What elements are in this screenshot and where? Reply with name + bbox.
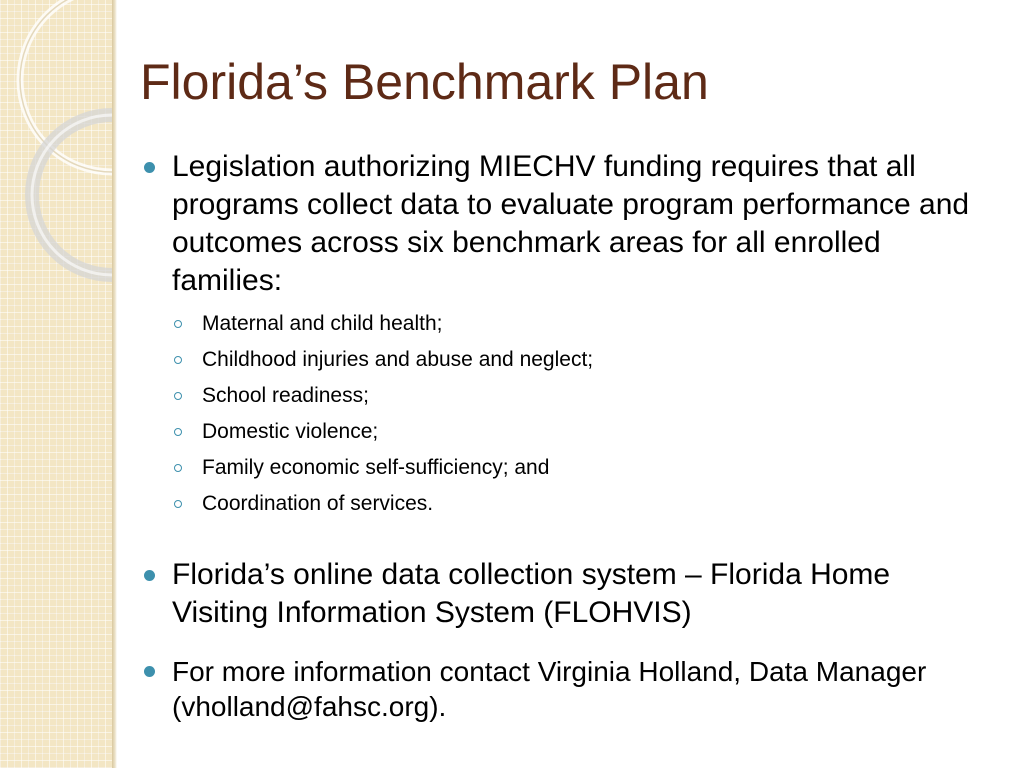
- hollow-bullet-icon: [174, 428, 182, 436]
- list-item-text: Coordination of services.: [202, 492, 434, 515]
- benchmark-areas-list: [140, 306, 990, 522]
- bullet-contact: [140, 654, 990, 724]
- list-item: [172, 414, 990, 450]
- side-panel-edge: [112, 0, 117, 768]
- list-item-text: Maternal and child health;: [202, 312, 443, 335]
- hollow-bullet-icon: [174, 320, 182, 328]
- bullet-flohvis: [140, 556, 990, 632]
- bullet-dot-icon: [144, 162, 155, 173]
- bullet-text: Legislation authorizing MIECHV funding requires that all programs collect data to evaluate program performance and outcomes across six benchmark areas for all enrolled families:: [172, 150, 970, 297]
- list-item-text: Childhood injuries and abuse and neglect;: [202, 348, 594, 371]
- hollow-bullet-icon: [174, 500, 182, 508]
- list-item-text: Family economic self-sufficiency; and: [202, 456, 550, 479]
- hollow-bullet-icon: [174, 392, 182, 400]
- list-item: [172, 378, 990, 414]
- bullet-text: For more information contact Virginia Holland, Data Manager (vholland@fahsc.org).: [172, 656, 927, 722]
- bullet-dot-icon: [144, 666, 155, 677]
- list-item: [172, 342, 990, 378]
- list-item: [172, 450, 990, 486]
- decorative-side-panel: [0, 0, 112, 768]
- list-item-text: School readiness;: [202, 384, 369, 407]
- hollow-bullet-icon: [174, 464, 182, 472]
- bullet-legislation: [140, 148, 990, 300]
- hollow-bullet-icon: [174, 356, 182, 364]
- list-item-text: Domestic violence;: [202, 420, 379, 443]
- list-item: [172, 486, 990, 522]
- list-item: [172, 306, 990, 342]
- decorative-circles: [0, 0, 112, 768]
- bullet-dot-icon: [144, 570, 155, 581]
- bullet-text: Florida’s online data collection system – Florida Home Visiting Information System (FLOHVIS): [172, 558, 891, 629]
- slide-title: Florida’s Benchmark Plan: [140, 54, 709, 110]
- slide-content: [140, 148, 990, 724]
